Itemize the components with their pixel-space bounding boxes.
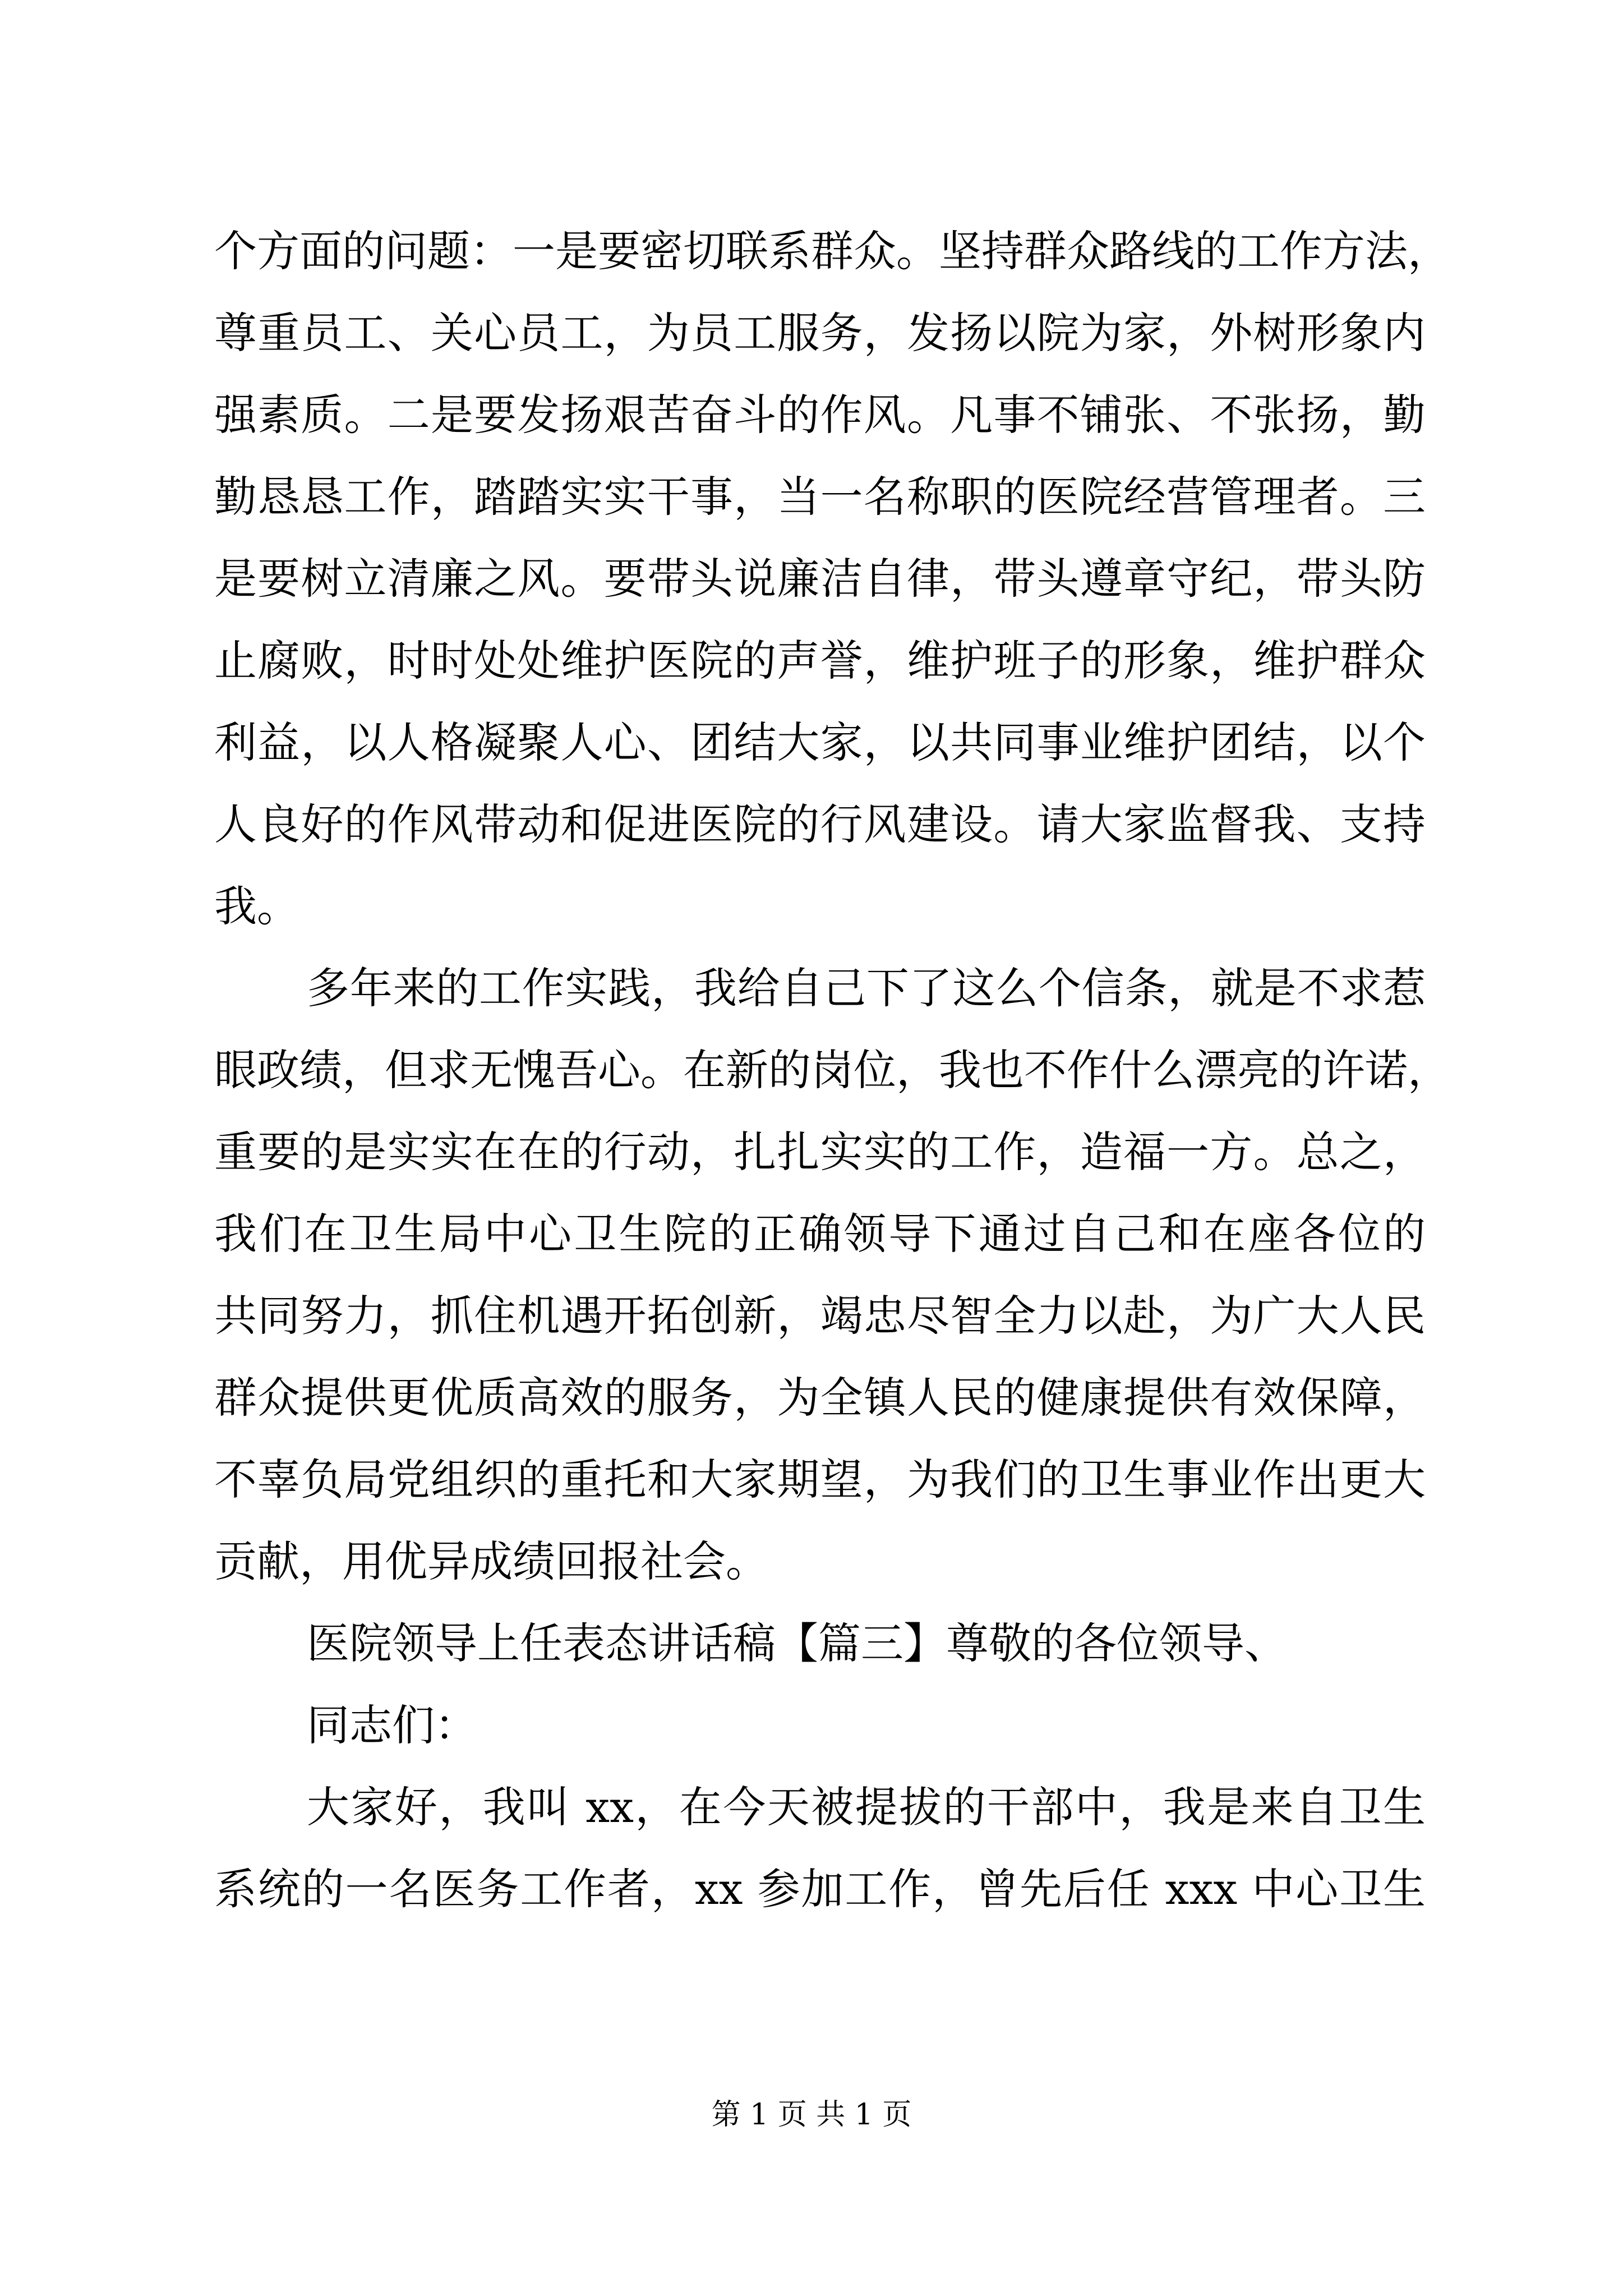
text-line: 大家好，我叫 xx，在今天被提拔的干部中，我是来自卫生 bbox=[307, 1782, 1426, 1832]
text-line: 人良好的作风带动和促进医院的行风建设。请大家监督我、支持 bbox=[214, 799, 1426, 849]
text-line: 强素质。二是要发扬艰苦奋斗的作风。凡事不铺张、不张扬，勤 bbox=[214, 390, 1426, 440]
text-line: 勤恳恳工作，踏踏实实干事，当一名称职的医院经营管理者。三 bbox=[214, 472, 1426, 522]
text-line: 不辜负局党组织的重托和大家期望，为我们的卫生事业作出更大 bbox=[214, 1455, 1426, 1504]
text-line: 群众提供更优质高效的服务，为全镇人民的健康提供有效保障， bbox=[214, 1373, 1426, 1423]
text-line: 贡献，用优异成绩回报社会。 bbox=[214, 1536, 768, 1586]
document-body bbox=[214, 210, 1450, 1930]
text-line: 我。 bbox=[214, 881, 299, 931]
text-line: 利益，以人格凝聚人心、团结大家，以共同事业维护团结，以个 bbox=[214, 717, 1426, 767]
section-heading: 医院领导上任表态讲话稿【篇三】尊敬的各位领导、 bbox=[307, 1618, 1287, 1668]
text-line: 眼政绩，但求无愧吾心。在新的岗位，我也不作什么漂亮的许诺， bbox=[214, 1045, 1450, 1095]
text-line: 系统的一名医务工作者，xx 参加工作，曾先后任 xxx 中心卫生 bbox=[214, 1864, 1426, 1914]
text-line: 个方面的问题：一是要密切联系群众。坚持群众路线的工作方法， bbox=[214, 226, 1450, 276]
salutation-line: 同志们： bbox=[307, 1700, 477, 1750]
text-line: 是要树立清廉之风。要带头说廉洁自律，带头遵章守纪，带头防 bbox=[214, 554, 1426, 604]
text-line: 多年来的工作实践，我给自己下了这么个信条，就是不求惹 bbox=[307, 963, 1426, 1013]
text-line: 共同努力，抓住机遇开拓创新，竭忠尽智全力以赴，为广大人民 bbox=[214, 1291, 1426, 1341]
text-line: 重要的是实实在在的行动，扎扎实实的工作，造福一方。总之， bbox=[214, 1127, 1426, 1177]
page-number-footer: 第 1 页 共 1 页 bbox=[711, 2098, 912, 2132]
text-line: 尊重员工、关心员工，为员工服务，发扬以院为家，外树形象内 bbox=[214, 308, 1426, 358]
text-line: 我们在卫生局中心卫生院的正确领导下通过自己和在座各位的 bbox=[214, 1209, 1426, 1259]
text-line: 止腐败，时时处处维护医院的声誉，维护班子的形象，维护群众 bbox=[214, 636, 1426, 685]
